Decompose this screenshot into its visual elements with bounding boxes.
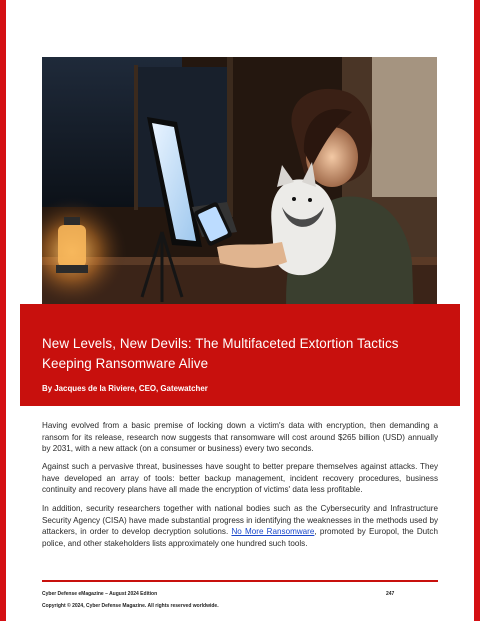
left-edge-bar [0, 0, 6, 621]
hero-photo-illustration [42, 57, 437, 323]
footer-page-number: 247 [386, 591, 395, 597]
paragraph-1: Having evolved from a basic premise of locking down a victim's data with encryption, then demanding a ransom for its release, research now suggests that ransomware will cost around $265 billion (USD) annually by 2031, with a new attack (on a consumer or business) every two seconds. [42, 421, 438, 454]
paragraph-3 [42, 503, 438, 549]
no-more-ransomware-link[interactable]: No More Ransomware [231, 527, 315, 537]
footer-copyright: Copyright © 2024, Cyber Defense Magazine. All rights reserved worldwide. [42, 603, 219, 609]
footer-edition: Cyber Defense eMagazine – August 2024 Edition [42, 591, 158, 597]
title-band [20, 304, 460, 406]
article-byline: By Jacques de la Riviere, CEO, Gatewatcher [42, 384, 208, 393]
hero-photo [42, 57, 437, 323]
footer-divider [42, 580, 438, 582]
paragraph-3-text-after: , promoted by Europol, the Dutch police, and other stakeholders lists approximately one hundred such tools. [42, 527, 438, 548]
article-title: New Levels, New Devils: The Multifaceted Extortion Tactics Keeping Ransomware Alive [42, 336, 399, 371]
paragraph-2: Against such a pervasive threat, businesses have sought to better prepare themselves against attacks. They have developed an array of tools: better backup management, incident recovery procedures, business continuity and recovery plans have all made the encryption of victims' data less profitable. [42, 462, 438, 495]
right-edge-bar [474, 0, 480, 621]
paragraph-3-text-before: In addition, security researchers together with national bodies such as the Cybersecurity and Infrastructure Security Agency (CISA) have made substantial progress in identifying the weaknesses in the methods used by attackers, in order to develop decryption solutions. [42, 504, 438, 537]
